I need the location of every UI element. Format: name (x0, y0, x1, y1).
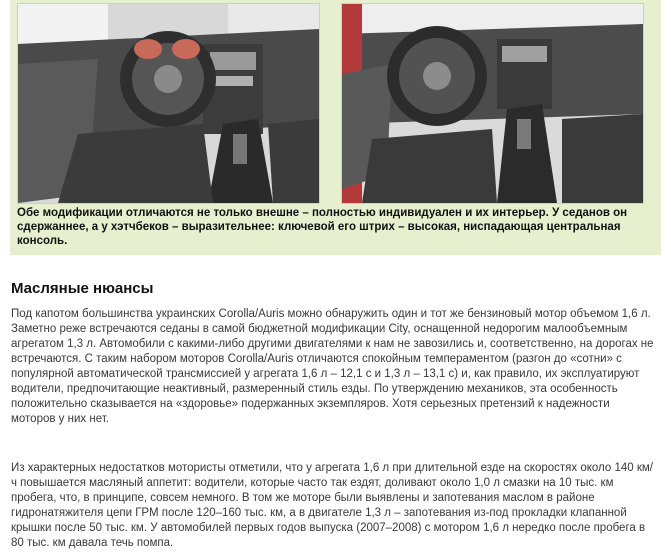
sedan-interior-photo (17, 3, 320, 204)
photo-caption: Обе модификации отличаются не только внешне – полностью индивидуален и их интерьер. У седанов он сдержаннее, а у хэтчбеков – выразительнее: ключевой его штрих – высокая, ниспадающая центральная консоль. (17, 207, 628, 247)
paragraph: Под капотом большинства украинских Corolla/Auris можно обнаружить один и тот же бензиновый мотор объемом 1,6 л. Заметно реже встречаются седаны в самой бюджетной модификации City, оснащенной недорогим малообъемным агрегатом 1,3 л. Автомобили с какими-либо другими двигателями к нам не завозились и, соответственно, на дорогах не встречаются. С таким набором моторов Corolla/Auris отличаются спокойным темпераментом (разгон до «сотни» с популярной автоматической трансмиссией у агрегата 1,6 л – 12,1 с и 1,3 л – 13,1 с) и, как правило, их эксплуатируют водители, предпочитающие неактивный, размеренный стиль езды. По утверждению механиков, эта особенность положительно сказывается на «здоровье» подержанных экземпляров. Хотя серьезных претензий к надежности моторов у них нет. (11, 308, 654, 425)
section-heading: Масляные нюансы (11, 280, 154, 297)
hatchback-interior-photo (341, 3, 644, 204)
photo-figure (10, 0, 661, 255)
paragraph: Из характерных недостатков мотористы отметили, что у агрегата 1,6 л при длительной езде на скоростях около 140 км/ч повышается масляный аппетит: водители, которые часто так ездят, доливают около 1,0 л смазки на 10 тыс. км пробега, что, в принципе, совсем немного. В том же моторе были выявлены и запотевания маслом в районе гидронатяжителя цепи ГРМ после 120–160 тыс. км, а в двигателе 1,3 л – запотевания из-под прокладки клапанной крышки после 50 тыс. км. У автомобилей первых годов выпуска (2007–2008) с мотором 1,6 л нередко после пробега в 80 тыс. км давала течь помпа. (11, 462, 653, 549)
